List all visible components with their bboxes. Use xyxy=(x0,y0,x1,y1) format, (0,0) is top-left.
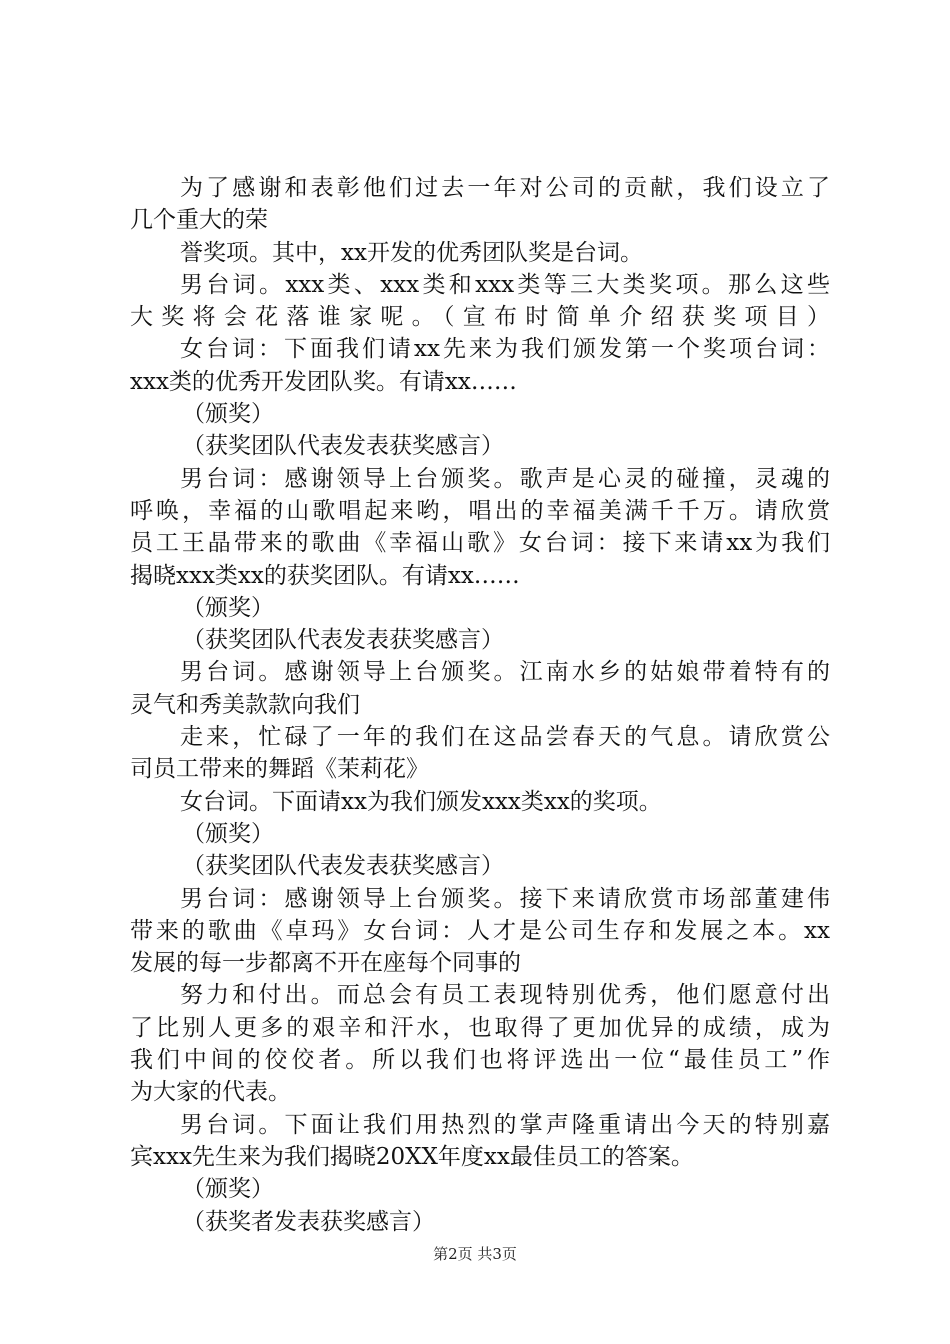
paragraph-line: 员工王晶带来的歌曲《幸福山歌》女台词：接下来请xx为我们 xyxy=(130,530,830,557)
paragraph-line: 呼唤，幸福的山歌唱起来哟，唱出的幸福美满千千万。请欣赏 xyxy=(130,497,830,524)
paragraph-line: 男台词。下面让我们用热烈的掌声隆重请出今天的特别嘉 xyxy=(180,1111,830,1138)
stage-direction: （颁奖） xyxy=(182,594,274,621)
paragraph-line: 我们中间的佼佼者。所以我们也将评选出一位“最佳员工”作 xyxy=(130,1047,830,1074)
paragraph-line: 灵气和秀美款款向我们 xyxy=(130,691,360,718)
paragraph-line: xxx类的优秀开发团队奖。有请xx…… xyxy=(130,368,517,395)
paragraph-line: 女台词：下面我们请xx先来为我们颁发第一个奖项台词： xyxy=(180,336,830,363)
paragraph-line: 男台词：感谢领导上台颁奖。接下来请欣赏市场部董建伟 xyxy=(180,885,830,912)
paragraph-line: 男台词：感谢领导上台颁奖。歌声是心灵的碰撞，灵魂的 xyxy=(180,465,830,492)
paragraph-line: 了比别人更多的艰辛和汗水，也取得了更加优异的成绩，成为 xyxy=(130,1014,830,1041)
stage-direction: （颁奖） xyxy=(182,401,274,428)
paragraph-line: 揭晓xxx类xx的获奖团队。有请xx…… xyxy=(130,562,520,589)
stage-direction: （获奖团队代表发表获奖感言） xyxy=(182,433,504,460)
page-number-label: 第2页 共3页 xyxy=(433,1245,517,1263)
stage-direction: （颁奖） xyxy=(182,820,274,847)
paragraph-line: 走来，忙碌了一年的我们在这品尝春天的气息。请欣赏公 xyxy=(180,724,830,751)
paragraph-line: 誉奖项。其中，xx开发的优秀团队奖是台词。 xyxy=(180,239,643,266)
stage-direction: （获奖团队代表发表获奖感言） xyxy=(182,853,504,880)
stage-direction: （获奖者发表获奖感言） xyxy=(182,1208,435,1235)
paragraph-line: 女台词。下面请xx为我们颁发xxx类xx的奖项。 xyxy=(180,788,662,815)
paragraph-line: 男台词。xxx类、xxx类和xxx类等三大类奖项。那么这些 xyxy=(180,271,830,298)
paragraph-line: 司员工带来的舞蹈《茉莉花》 xyxy=(130,756,429,783)
document-body xyxy=(130,172,830,1238)
stage-direction: （颁奖） xyxy=(182,1176,274,1203)
paragraph-line: 努力和付出。而总会有员工表现特别优秀，他们愿意付出 xyxy=(180,982,830,1009)
page-footer xyxy=(0,1243,950,1264)
paragraph-line: 为了感谢和表彰他们过去一年对公司的贡献，我们设立了 xyxy=(180,175,830,201)
stage-direction: （获奖团队代表发表获奖感言） xyxy=(182,627,504,654)
paragraph-line: 发展的每一步都离不开在座每个同事的 xyxy=(130,950,521,977)
paragraph-line: 宾xxx先生来为我们揭晓20XX年度xx最佳员工的答案。 xyxy=(130,1143,694,1170)
paragraph-line: 为大家的代表。 xyxy=(130,1079,291,1106)
paragraph-line: 男台词。感谢领导上台颁奖。江南水乡的姑娘带着特有的 xyxy=(180,659,830,686)
paragraph-line: 大奖将会花落谁家呢。（宣布时简单介绍获奖项目） xyxy=(130,304,830,331)
paragraph-line: 几个重大的荣 xyxy=(130,207,268,234)
paragraph-line: 带来的歌曲《卓玛》女台词：人才是公司生存和发展之本。xx xyxy=(130,917,830,944)
